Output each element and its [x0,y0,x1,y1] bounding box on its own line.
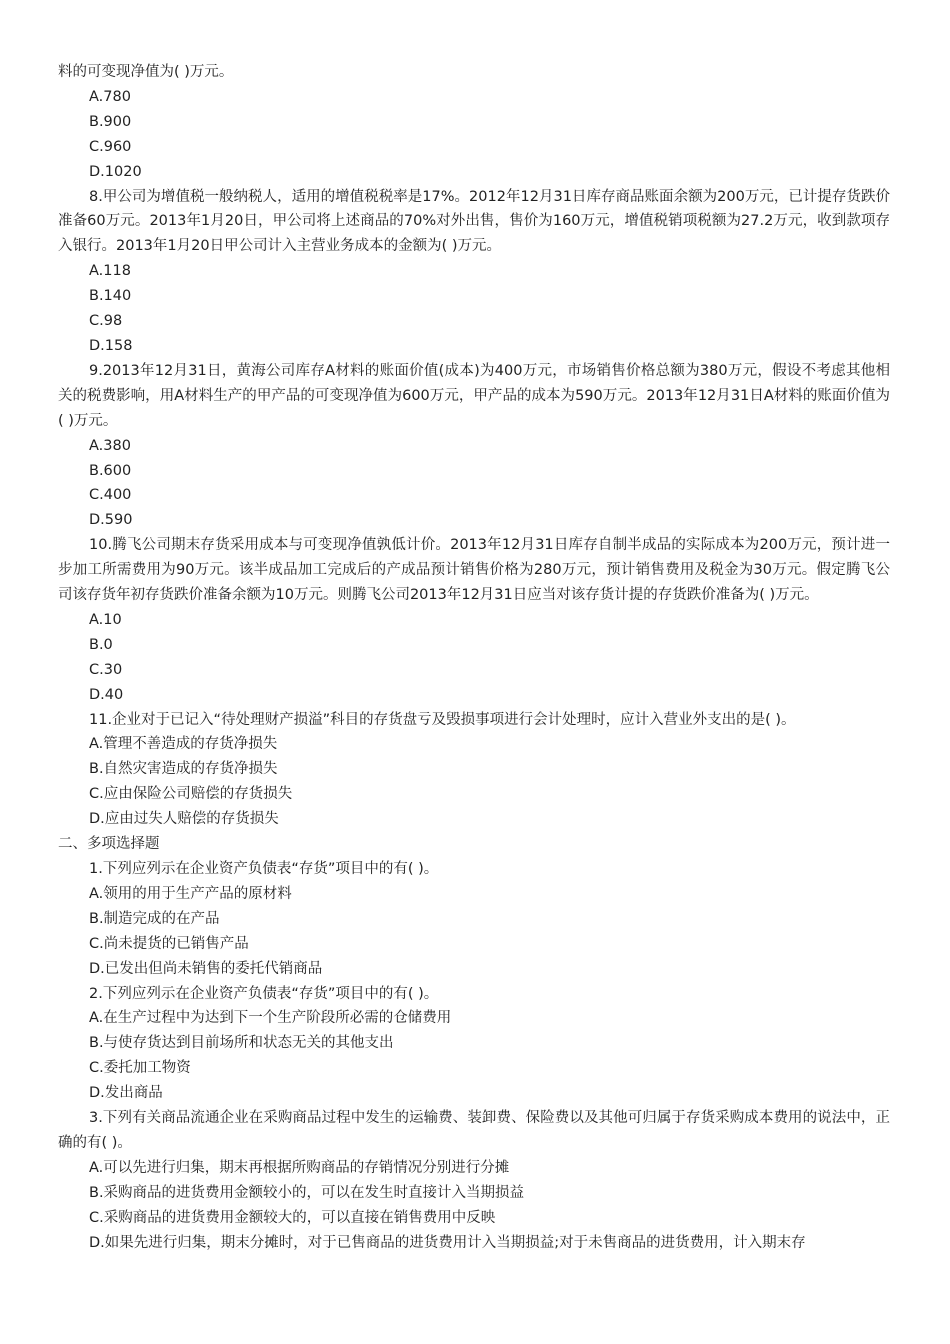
option-b: B.600 [89,462,132,479]
option-b: B.自然灾害造成的存货净损失 [89,761,278,778]
option-d: D.如果先进行归集，期末分摊时，对于已售商品的进货费用计入当期损益;对于未售商品的进货费用，计入期末存 [89,1234,806,1251]
section-heading: 二、多项选择题 [58,836,160,853]
option-a: A.118 [89,263,131,280]
question-10: 10.腾飞公司期末存货采用成本与可变现净值孰低计价。2013年12月31日库存自制半成品的实际成本为200万元，预计进一步加工所需费用为90万元。该半成品加工完成后的产成品预计销售价格为280万元，预计销售费用及税金为30万元。假定腾飞公司该存货年初存货跌价准备余额为10万元。则腾飞公司2013年12月31日应当对该存货计提的存货跌价准备为( )万元。 [58,537,890,604]
option-d: D.158 [89,337,133,354]
option-a: A.领用的用于生产产品的原材料 [89,885,292,902]
option-c: C.应由保险公司赔偿的存货损失 [89,786,293,803]
question-11: 11.企业对于已记入“待处理财产损溢”科目的存货盘亏及毁损事项进行会计处理时，应计入营业外支出的是( )。 [89,711,796,728]
option-d: D.应由过失人赔偿的存货损失 [89,811,279,828]
option-c: C.尚未提货的已销售产品 [89,935,249,952]
option-d: D.1020 [89,163,142,180]
option-a: A.10 [89,611,122,628]
option-c: C.400 [89,487,132,504]
option-b: B.900 [89,113,132,130]
option-d: D.已发出但尚未销售的委托代销商品 [89,960,323,977]
question-8: 8.甲公司为增值税一般纳税人，适用的增值税税率是17%。2012年12月31日库存商品账面余额为200万元，已计提存货跌价准备60万元。2013年1月20日，甲公司将上述商品的70%对外出售，售价为160万元，增值税销项税额为27.2万元，收到款项存入银行。2013年1月20日甲公司计入主营业务成本的金额为( )万元。 [58,188,890,255]
option-a: A.780 [89,88,131,105]
option-d: D.590 [89,512,133,529]
option-d: D.发出商品 [89,1085,163,1102]
option-b: B.制造完成的在产品 [89,910,220,927]
option-c: C.采购商品的进货费用金额较大的，可以直接在销售费用中反映 [89,1209,496,1226]
option-b: B.140 [89,288,132,305]
document-page [58,60,890,1256]
multi-question-2: 2.下列应列示在企业资产负债表“存货”项目中的有( )。 [89,985,439,1002]
option-c: C.98 [89,313,123,330]
multi-question-1: 1.下列应列示在企业资产负债表“存货”项目中的有( )。 [89,861,439,877]
option-c: C.960 [89,138,132,155]
option-b: B.0 [89,636,113,653]
option-c: C.委托加工物资 [89,1060,191,1077]
multi-question-3: 3.下列有关商品流通企业在采购商品过程中发生的运输费、装卸费、保险费以及其他可归属于存货采购成本费用的说法中，正确的有( )。 [58,1110,890,1151]
option-b: B.与使存货达到目前场所和状态无关的其他支出 [89,1035,394,1052]
option-a: A.在生产过程中为达到下一个生产阶段所必需的仓储费用 [89,1010,452,1027]
option-a: A.380 [89,437,131,454]
option-c: C.30 [89,661,123,678]
question-9: 9.2013年12月31日，黄海公司库存A材料的账面价值(成本)为400万元，市场销售价格总额为380万元，假设不考虑其他相关的税费影响，用A材料生产的甲产品的可变现净值为600万元，甲产品的成本为590万元。2013年12月31日A材料的账面价值为( )万元。 [58,362,890,429]
option-b: B.采购商品的进货费用金额较小的，可以在发生时直接计入当期损益 [89,1184,525,1201]
option-a: A.可以先进行归集，期末再根据所购商品的存销情况分别进行分摊 [89,1159,510,1176]
option-a: A.管理不善造成的存货净损失 [89,736,278,753]
option-d: D.40 [89,686,124,703]
continuation-line: 料的可变现净值为( )万元。 [58,64,234,80]
